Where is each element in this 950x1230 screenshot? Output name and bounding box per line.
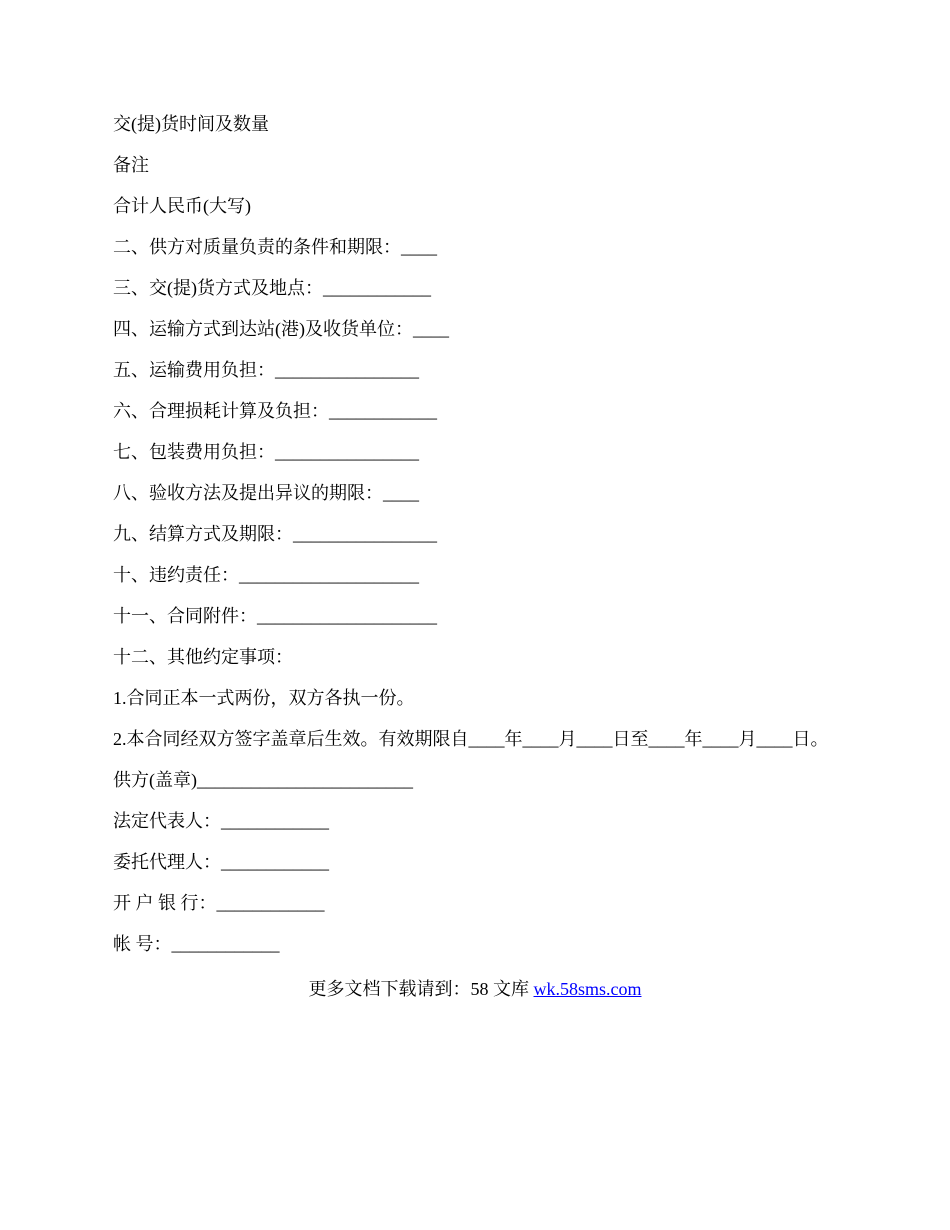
footer-link[interactable]: wk.58sms.com: [533, 979, 642, 999]
download-footer: [0, 977, 950, 1001]
contract-body: [113, 112, 913, 973]
authorized-agent-line: 委托代理人：____________: [113, 852, 329, 872]
clause-6-loss-line: 六、合理损耗计算及负担：____________: [113, 401, 437, 421]
account-number-line: 帐 号：____________: [113, 934, 280, 954]
remarks-line: 备注: [113, 155, 149, 175]
clause-4-transport-line: 四、运输方式到达站(港)及收货单位：____: [113, 319, 449, 339]
clause-11-attachments-line: 十一、合同附件：____________________: [113, 606, 437, 626]
item-1-copies-line: 1.合同正本一式两份，双方各执一份。: [113, 688, 415, 708]
clause-3-delivery-method-line: 三、交(提)货方式及地点：____________: [113, 278, 431, 298]
bank-line: 开 户 银 行：____________: [113, 893, 325, 913]
total-rmb-line: 合计人民币(大写): [113, 196, 251, 216]
clause-2-quality-line: 二、供方对质量负责的条件和期限：____: [113, 237, 437, 257]
legal-representative-line: 法定代表人：____________: [113, 811, 329, 831]
clause-5-transport-cost-line: 五、运输费用负担：________________: [113, 360, 419, 380]
clause-8-inspection-line: 八、验收方法及提出异议的期限：____: [113, 483, 419, 503]
clause-7-packaging-line: 七、包装费用负担：________________: [113, 442, 419, 462]
supplier-seal-line: 供方(盖章)________________________: [113, 770, 413, 790]
item-2-validity-line: 2.本合同经双方签字盖章后生效。有效期限自____年____月____日至____年____月____日。: [113, 729, 829, 749]
footer-text: 更多文档下载请到：58 文库: [308, 979, 534, 999]
clause-12-other-matters-line: 十二、其他约定事项：: [113, 647, 293, 667]
clause-10-liability-line: 十、违约责任：____________________: [113, 565, 419, 585]
delivery-time-quantity-line: 交(提)货时间及数量: [113, 114, 269, 134]
clause-9-settlement-line: 九、结算方式及期限：________________: [113, 524, 437, 544]
